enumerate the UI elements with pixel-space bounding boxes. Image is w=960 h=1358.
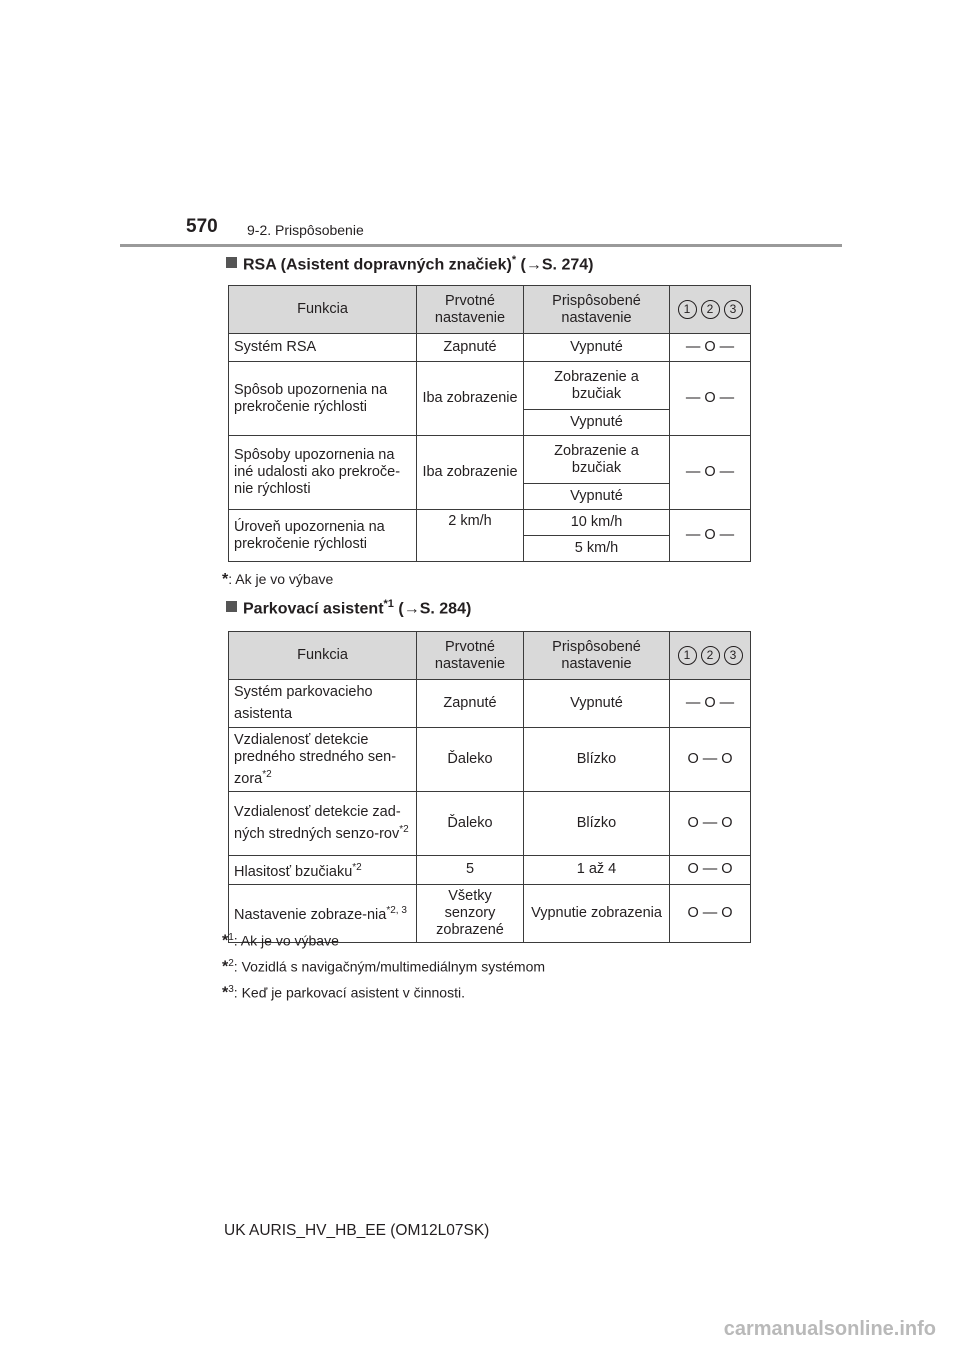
table-row — [229, 510, 751, 536]
method-2-mark: O — [704, 390, 716, 406]
rsa-table — [228, 285, 751, 562]
cell-default: Všetky senzory zobrazené — [417, 884, 524, 942]
col-header-function: Funkcia — [229, 632, 417, 680]
rsa-heading-title: RSA (Asistent dopravných značiek) — [243, 256, 512, 274]
cell-function-text: Nastavenie zobraze-nia — [234, 907, 387, 924]
method-3-mark: — — [719, 464, 735, 480]
footnote — [222, 958, 545, 977]
table-row — [229, 728, 751, 792]
method-1-mark: O — [687, 861, 699, 878]
cell-function-note: *2 — [262, 768, 272, 780]
method-2-mark: O — [704, 339, 716, 355]
page-number: 570 — [186, 216, 218, 237]
cell-function-note: *2 — [399, 824, 409, 836]
cell-function-note: *2, 3 — [386, 905, 407, 917]
cell-methods — [670, 334, 751, 362]
table-row — [229, 436, 751, 484]
cell-methods — [670, 362, 751, 436]
method-1-mark: — — [685, 339, 701, 355]
cell-custom: Zobrazenie a bzučiak — [524, 436, 670, 484]
col-header-default: Prvotné nastavenie — [417, 632, 524, 680]
rsa-heading-ref: (→S. 274) — [520, 256, 594, 274]
footnote-text: : Ak je vo výbave — [233, 932, 339, 949]
cell-methods — [670, 510, 751, 562]
col-header-function: Funkcia — [229, 286, 417, 334]
cell-default: Iba zobrazenie — [417, 436, 524, 510]
method-2-mark: — — [702, 751, 718, 767]
method-3-mark: O — [721, 904, 733, 921]
watermark: carmanualsonline.info — [723, 1318, 936, 1340]
footnote-number: 1 — [228, 932, 234, 943]
cell-default: 2 km/h — [417, 510, 524, 562]
cell-methods — [670, 680, 751, 728]
footnote-number: 2 — [228, 958, 234, 969]
circled-number-1-icon: 1 — [678, 300, 697, 319]
cell-custom-alt: 5 km/h — [524, 536, 670, 562]
method-1-mark: O — [687, 815, 699, 831]
footnote-mark: * — [222, 958, 229, 976]
cell-default: Iba zobrazenie — [417, 362, 524, 436]
cell-function-text: Vzdialenosť detekcie zad-ných stredných senzo-rov — [234, 804, 401, 842]
cell-default: 5 — [417, 856, 524, 885]
method-3-mark: O — [721, 751, 733, 767]
cell-function — [229, 680, 417, 728]
cell-custom: Vypnutie zobrazenia — [524, 884, 670, 942]
parking-heading — [226, 598, 471, 618]
method-1-mark: O — [687, 904, 699, 921]
parking-heading-mark: *1 — [383, 598, 394, 610]
footnote-text: : Vozidlá s navigačným/multimediálnym systémom — [233, 958, 546, 975]
parking-heading-ref: (→S. 284) — [398, 600, 472, 618]
square-bullet-icon — [226, 601, 237, 612]
footnote-mark: * — [222, 571, 229, 588]
cell-custom: Blízko — [524, 792, 670, 856]
col-header-methods — [670, 286, 751, 334]
method-3-mark: — — [719, 390, 735, 406]
method-2-mark: O — [704, 464, 716, 480]
cell-default: Zapnuté — [417, 680, 524, 728]
col-header-default: Prvotné nastavenie — [417, 286, 524, 334]
cell-custom: Zobrazenie a bzučiak — [524, 362, 670, 410]
method-2-mark: — — [702, 815, 718, 831]
table-row — [229, 362, 751, 410]
cell-methods — [670, 884, 751, 942]
cell-custom: Vypnuté — [524, 680, 670, 728]
footnote-number: 3 — [228, 984, 234, 995]
table-row — [229, 792, 751, 856]
square-bullet-icon — [226, 257, 237, 268]
circled-number-2-icon: 2 — [701, 646, 720, 665]
col-header-methods — [670, 632, 751, 680]
cell-default: Ďaleko — [417, 728, 524, 792]
method-3-mark: O — [721, 861, 733, 878]
method-3-mark: — — [719, 527, 735, 543]
table-row — [229, 334, 751, 362]
rsa-heading — [226, 254, 593, 274]
footnote — [222, 932, 339, 951]
cell-function-text: Vzdialenosť detekcie predného stredného sen-zora — [234, 731, 397, 787]
cell-default: Zapnuté — [417, 334, 524, 362]
cell-methods — [670, 856, 751, 885]
footnote-mark: * — [222, 932, 229, 950]
cell-function-text: Systém parkovacieho asistenta — [234, 684, 373, 722]
circled-number-2-icon: 2 — [701, 300, 720, 319]
cell-function — [229, 792, 417, 856]
footnote-text: : Keď je parkovací asistent v činnosti. — [233, 984, 465, 1001]
method-3-mark: O — [721, 815, 733, 831]
cell-function — [229, 728, 417, 792]
cell-custom: 10 km/h — [524, 510, 670, 536]
cell-function-text: Hlasitosť bzučiaku — [234, 863, 353, 880]
method-1-mark: — — [685, 390, 701, 406]
col-header-custom: Prispôsobené nastavenie — [524, 286, 670, 334]
cell-methods — [670, 728, 751, 792]
method-2-mark: — — [702, 904, 718, 921]
cell-function: Spôsoby upozornenia na iné udalosti ako prekroče-nie rýchlosti — [229, 436, 417, 510]
parking-table — [228, 631, 751, 943]
circled-number-3-icon: 3 — [724, 646, 743, 665]
cell-function-note: *2 — [352, 862, 362, 873]
circled-number-3-icon: 3 — [724, 300, 743, 319]
method-1-mark: — — [685, 527, 701, 543]
table-header-row — [229, 632, 751, 680]
cell-custom: Vypnuté — [524, 334, 670, 362]
table-row — [229, 856, 751, 885]
col-header-custom: Prispôsobené nastavenie — [524, 632, 670, 680]
cell-custom: Blízko — [524, 728, 670, 792]
method-2-mark: — — [702, 861, 718, 878]
footnote-text: : Ak je vo výbave — [228, 571, 334, 587]
parking-heading-title: Parkovací asistent — [243, 600, 384, 618]
cell-function — [229, 856, 417, 885]
cell-function: Spôsob upozornenia na prekročenie rýchlosti — [229, 362, 417, 436]
cell-methods — [670, 792, 751, 856]
cell-function: Systém RSA — [229, 334, 417, 362]
cell-custom-alt: Vypnuté — [524, 484, 670, 510]
footnote — [222, 984, 465, 1003]
method-1-mark: — — [685, 695, 701, 711]
table-row — [229, 680, 751, 728]
cell-custom: 1 až 4 — [524, 856, 670, 885]
header-divider — [120, 244, 842, 247]
footnote-mark: * — [222, 984, 229, 1002]
document-footer: UK AURIS_HV_HB_EE (OM12L07SK) — [224, 1222, 490, 1239]
method-1-mark: O — [687, 751, 699, 767]
circled-number-1-icon: 1 — [678, 646, 697, 665]
method-1-mark: — — [685, 464, 701, 480]
cell-function: Úroveň upozornenia na prekročenie rýchlosti — [229, 510, 417, 562]
cell-methods — [670, 436, 751, 510]
footnote — [222, 571, 333, 589]
method-3-mark: — — [719, 339, 735, 355]
table-header-row — [229, 286, 751, 334]
method-3-mark: — — [719, 695, 735, 711]
method-2-mark: O — [704, 527, 716, 543]
rsa-heading-mark: * — [511, 254, 517, 266]
cell-default: Ďaleko — [417, 792, 524, 856]
cell-custom-alt: Vypnuté — [524, 410, 670, 436]
method-2-mark: O — [704, 695, 716, 711]
section-title: 9-2. Prispôsobenie — [247, 222, 364, 238]
